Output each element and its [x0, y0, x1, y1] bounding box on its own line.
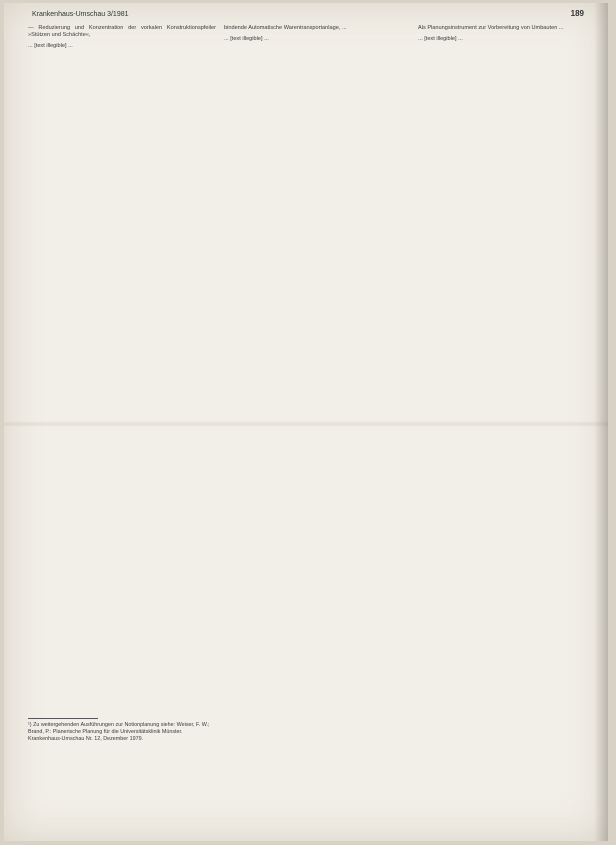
document-page: [4, 3, 608, 841]
paragraph: ... [text illegible] ...: [224, 36, 269, 43]
page-number: 189: [570, 9, 584, 18]
text-column-1: [28, 25, 216, 55]
text-column-2: [224, 25, 412, 47]
text-column-3: [418, 25, 606, 47]
paragraph: ... [text illegible] ...: [418, 36, 463, 43]
paragraph: Als Planungsinstrument zur Vorbereitung von Umbauten ...: [418, 25, 564, 31]
paragraph: bindende Automatische Warentransportanlage, ...: [224, 25, 347, 31]
page-header: [32, 9, 584, 23]
publication-title: Krankenhaus-Umschau 3/1981: [32, 11, 129, 18]
page-edge-shadow: [594, 3, 608, 841]
paragraph: ... [text illegible] ...: [28, 43, 73, 50]
paper-crease: [4, 421, 608, 427]
paragraph: — Reduzierung und Konzentration der vorkalen Konstruktionspfeiler »Stützen und Schächte«,: [28, 25, 216, 39]
footnote-rule: [28, 718, 98, 719]
footnote: ¹) Zu weitergehenden Ausführungen zur Notionplanung siehe: Weiser, F. W.; Brand, P.: Planerische Planung für die Universitätsklinik Münster. Krankenhaus-Umschau Nr. 12, Dezember 1979.: [28, 722, 210, 742]
